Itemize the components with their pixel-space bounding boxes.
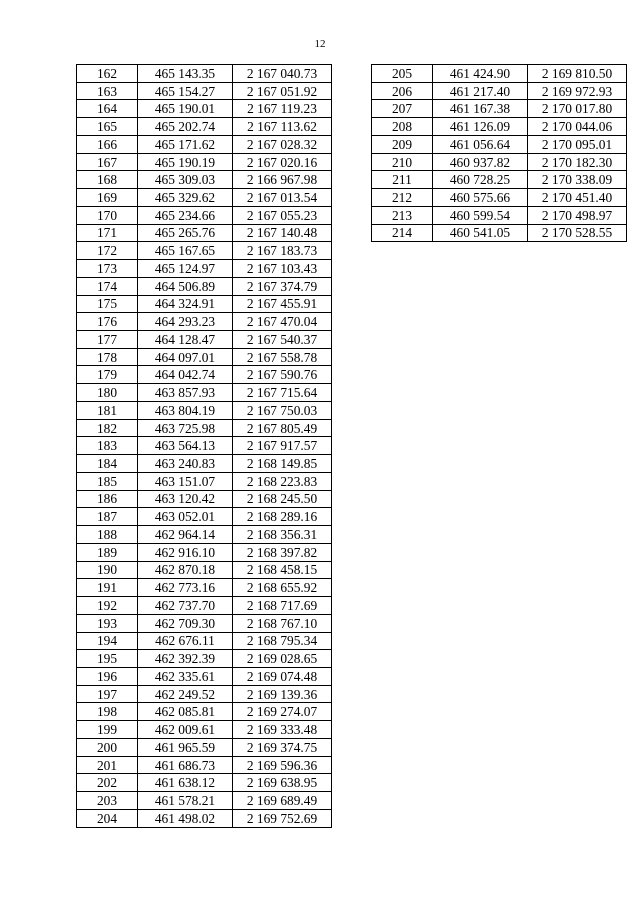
y-coordinate-cell: 2 170 528.55	[528, 224, 627, 242]
point-number-cell: 214	[372, 224, 433, 242]
point-number-cell: 187	[77, 508, 138, 526]
point-number-cell: 188	[77, 526, 138, 544]
y-coordinate-cell: 2 168 458.15	[233, 561, 332, 579]
point-number-cell: 171	[77, 224, 138, 242]
y-coordinate-cell: 2 169 074.48	[233, 667, 332, 685]
point-number-cell: 192	[77, 597, 138, 615]
table-row	[77, 100, 332, 118]
x-coordinate-cell: 463 725.98	[138, 419, 233, 437]
y-coordinate-cell: 2 168 655.92	[233, 579, 332, 597]
x-coordinate-cell: 465 190.19	[138, 153, 233, 171]
y-coordinate-cell: 2 168 223.83	[233, 472, 332, 490]
x-coordinate-cell: 462 676.11	[138, 632, 233, 650]
y-coordinate-cell: 2 167 103.43	[233, 260, 332, 278]
y-coordinate-cell: 2 168 356.31	[233, 526, 332, 544]
table-row	[77, 384, 332, 402]
point-number-cell: 183	[77, 437, 138, 455]
x-coordinate-cell: 463 857.93	[138, 384, 233, 402]
x-coordinate-cell: 461 217.40	[433, 82, 528, 100]
table-row	[77, 597, 332, 615]
point-number-cell: 170	[77, 206, 138, 224]
point-number-cell: 186	[77, 490, 138, 508]
y-coordinate-cell: 2 170 017.80	[528, 100, 627, 118]
table-row	[77, 135, 332, 153]
y-coordinate-cell: 2 167 374.79	[233, 277, 332, 295]
table-row	[77, 171, 332, 189]
table-row	[77, 579, 332, 597]
y-coordinate-cell: 2 168 795.34	[233, 632, 332, 650]
x-coordinate-cell: 461 424.90	[433, 65, 528, 83]
table-row	[77, 526, 332, 544]
y-coordinate-cell: 2 169 139.36	[233, 685, 332, 703]
table-row	[77, 774, 332, 792]
point-number-cell: 180	[77, 384, 138, 402]
table-row	[372, 65, 627, 83]
point-number-cell: 167	[77, 153, 138, 171]
point-number-cell: 202	[77, 774, 138, 792]
y-coordinate-cell: 2 168 717.69	[233, 597, 332, 615]
y-coordinate-cell: 2 167 917.57	[233, 437, 332, 455]
point-number-cell: 173	[77, 260, 138, 278]
x-coordinate-cell: 462 773.16	[138, 579, 233, 597]
point-number-cell: 169	[77, 189, 138, 207]
table-row	[77, 650, 332, 668]
point-number-cell: 205	[372, 65, 433, 83]
x-coordinate-cell: 465 329.62	[138, 189, 233, 207]
y-coordinate-cell: 2 167 540.37	[233, 331, 332, 349]
x-coordinate-cell: 465 190.01	[138, 100, 233, 118]
table-row	[77, 331, 332, 349]
y-coordinate-cell: 2 170 338.09	[528, 171, 627, 189]
x-coordinate-cell: 460 575.66	[433, 189, 528, 207]
x-coordinate-cell: 461 498.02	[138, 809, 233, 827]
x-coordinate-cell: 462 870.18	[138, 561, 233, 579]
y-coordinate-cell: 2 169 752.69	[233, 809, 332, 827]
table-row	[77, 206, 332, 224]
table-row	[77, 455, 332, 473]
point-number-cell: 208	[372, 118, 433, 136]
point-number-cell: 209	[372, 135, 433, 153]
point-number-cell: 163	[77, 82, 138, 100]
point-number-cell: 190	[77, 561, 138, 579]
x-coordinate-cell: 465 154.27	[138, 82, 233, 100]
point-number-cell: 207	[372, 100, 433, 118]
point-number-cell: 204	[77, 809, 138, 827]
x-coordinate-cell: 463 804.19	[138, 401, 233, 419]
x-coordinate-cell: 462 009.61	[138, 721, 233, 739]
x-coordinate-cell: 464 506.89	[138, 277, 233, 295]
table-row	[77, 224, 332, 242]
x-coordinate-cell: 461 965.59	[138, 738, 233, 756]
table-row	[77, 366, 332, 384]
table-row	[372, 82, 627, 100]
y-coordinate-cell: 2 167 590.76	[233, 366, 332, 384]
table-row	[372, 171, 627, 189]
y-coordinate-cell: 2 170 095.01	[528, 135, 627, 153]
y-coordinate-cell: 2 167 020.16	[233, 153, 332, 171]
x-coordinate-cell: 460 937.82	[433, 153, 528, 171]
x-coordinate-cell: 462 392.39	[138, 650, 233, 668]
point-number-cell: 168	[77, 171, 138, 189]
y-coordinate-cell: 2 169 972.93	[528, 82, 627, 100]
table-row	[372, 153, 627, 171]
y-coordinate-cell: 2 170 498.97	[528, 206, 627, 224]
table-row	[77, 632, 332, 650]
y-coordinate-cell: 2 169 638.95	[233, 774, 332, 792]
point-number-cell: 195	[77, 650, 138, 668]
point-number-cell: 178	[77, 348, 138, 366]
table-row	[77, 792, 332, 810]
x-coordinate-cell: 461 578.21	[138, 792, 233, 810]
point-number-cell: 210	[372, 153, 433, 171]
point-number-cell: 189	[77, 543, 138, 561]
table-row	[77, 313, 332, 331]
y-coordinate-cell: 2 167 119.23	[233, 100, 332, 118]
x-coordinate-cell: 463 120.42	[138, 490, 233, 508]
x-coordinate-cell: 465 234.66	[138, 206, 233, 224]
point-number-cell: 198	[77, 703, 138, 721]
y-coordinate-cell: 2 169 374.75	[233, 738, 332, 756]
table-row	[77, 721, 332, 739]
y-coordinate-cell: 2 167 113.62	[233, 118, 332, 136]
x-coordinate-cell: 460 599.54	[433, 206, 528, 224]
x-coordinate-cell: 460 728.25	[433, 171, 528, 189]
point-number-cell: 199	[77, 721, 138, 739]
point-number-cell: 203	[77, 792, 138, 810]
y-coordinate-cell: 2 168 767.10	[233, 614, 332, 632]
x-coordinate-cell: 464 042.74	[138, 366, 233, 384]
point-number-cell: 177	[77, 331, 138, 349]
y-coordinate-cell: 2 169 333.48	[233, 721, 332, 739]
table-row	[372, 118, 627, 136]
x-coordinate-cell: 465 171.62	[138, 135, 233, 153]
y-coordinate-cell: 2 169 274.07	[233, 703, 332, 721]
table-row	[372, 100, 627, 118]
y-coordinate-cell: 2 169 810.50	[528, 65, 627, 83]
point-number-cell: 194	[77, 632, 138, 650]
x-coordinate-cell: 461 686.73	[138, 756, 233, 774]
point-number-cell: 212	[372, 189, 433, 207]
y-coordinate-cell: 2 168 245.50	[233, 490, 332, 508]
table-row	[77, 490, 332, 508]
table-row	[77, 295, 332, 313]
x-coordinate-cell: 465 309.03	[138, 171, 233, 189]
table-row	[372, 206, 627, 224]
table-row	[77, 472, 332, 490]
x-coordinate-cell: 463 151.07	[138, 472, 233, 490]
y-coordinate-cell: 2 167 183.73	[233, 242, 332, 260]
point-number-cell: 193	[77, 614, 138, 632]
x-coordinate-cell: 462 737.70	[138, 597, 233, 615]
y-coordinate-cell: 2 170 182.30	[528, 153, 627, 171]
y-coordinate-cell: 2 167 013.54	[233, 189, 332, 207]
table-row	[77, 65, 332, 83]
coordinates-table-left	[76, 64, 332, 828]
table-row	[77, 348, 332, 366]
table-row	[77, 703, 332, 721]
point-number-cell: 179	[77, 366, 138, 384]
x-coordinate-cell: 463 052.01	[138, 508, 233, 526]
x-coordinate-cell: 465 124.97	[138, 260, 233, 278]
point-number-cell: 196	[77, 667, 138, 685]
point-number-cell: 197	[77, 685, 138, 703]
table-row	[77, 543, 332, 561]
table-row	[77, 242, 332, 260]
x-coordinate-cell: 464 097.01	[138, 348, 233, 366]
point-number-cell: 165	[77, 118, 138, 136]
point-number-cell: 164	[77, 100, 138, 118]
y-coordinate-cell: 2 167 055.23	[233, 206, 332, 224]
x-coordinate-cell: 461 056.64	[433, 135, 528, 153]
point-number-cell: 166	[77, 135, 138, 153]
x-coordinate-cell: 462 085.81	[138, 703, 233, 721]
table-row	[77, 118, 332, 136]
table-row	[77, 756, 332, 774]
point-number-cell: 176	[77, 313, 138, 331]
y-coordinate-cell: 2 170 451.40	[528, 189, 627, 207]
y-coordinate-cell: 2 169 689.49	[233, 792, 332, 810]
y-coordinate-cell: 2 168 289.16	[233, 508, 332, 526]
table-row	[77, 614, 332, 632]
point-number-cell: 184	[77, 455, 138, 473]
x-coordinate-cell: 461 126.09	[433, 118, 528, 136]
y-coordinate-cell: 2 167 028.32	[233, 135, 332, 153]
y-coordinate-cell: 2 169 028.65	[233, 650, 332, 668]
x-coordinate-cell: 463 240.83	[138, 455, 233, 473]
point-number-cell: 172	[77, 242, 138, 260]
table-row	[77, 437, 332, 455]
table-row	[372, 189, 627, 207]
x-coordinate-cell: 462 335.61	[138, 667, 233, 685]
table-row	[77, 685, 332, 703]
table-row	[77, 401, 332, 419]
y-coordinate-cell: 2 167 470.04	[233, 313, 332, 331]
y-coordinate-cell: 2 166 967.98	[233, 171, 332, 189]
table-row	[77, 809, 332, 827]
x-coordinate-cell: 465 202.74	[138, 118, 233, 136]
y-coordinate-cell: 2 167 051.92	[233, 82, 332, 100]
x-coordinate-cell: 462 709.30	[138, 614, 233, 632]
x-coordinate-cell: 462 916.10	[138, 543, 233, 561]
y-coordinate-cell: 2 168 397.82	[233, 543, 332, 561]
table-row	[77, 738, 332, 756]
x-coordinate-cell: 465 265.76	[138, 224, 233, 242]
y-coordinate-cell: 2 167 140.48	[233, 224, 332, 242]
point-number-cell: 191	[77, 579, 138, 597]
y-coordinate-cell: 2 167 715.64	[233, 384, 332, 402]
point-number-cell: 206	[372, 82, 433, 100]
y-coordinate-cell: 2 167 040.73	[233, 65, 332, 83]
y-coordinate-cell: 2 169 596.36	[233, 756, 332, 774]
point-number-cell: 182	[77, 419, 138, 437]
y-coordinate-cell: 2 167 805.49	[233, 419, 332, 437]
table-row	[77, 508, 332, 526]
table-row	[77, 419, 332, 437]
x-coordinate-cell: 462 249.52	[138, 685, 233, 703]
point-number-cell: 185	[77, 472, 138, 490]
point-number-cell: 175	[77, 295, 138, 313]
y-coordinate-cell: 2 170 044.06	[528, 118, 627, 136]
table-row	[372, 224, 627, 242]
y-coordinate-cell: 2 167 750.03	[233, 401, 332, 419]
x-coordinate-cell: 465 143.35	[138, 65, 233, 83]
x-coordinate-cell: 464 324.91	[138, 295, 233, 313]
coordinates-table-right	[371, 64, 627, 242]
x-coordinate-cell: 461 167.38	[433, 100, 528, 118]
table-row	[77, 82, 332, 100]
table-row	[77, 260, 332, 278]
x-coordinate-cell: 464 293.23	[138, 313, 233, 331]
y-coordinate-cell: 2 168 149.85	[233, 455, 332, 473]
table-row	[77, 153, 332, 171]
table-row	[77, 667, 332, 685]
x-coordinate-cell: 463 564.13	[138, 437, 233, 455]
y-coordinate-cell: 2 167 455.91	[233, 295, 332, 313]
point-number-cell: 162	[77, 65, 138, 83]
point-number-cell: 181	[77, 401, 138, 419]
x-coordinate-cell: 460 541.05	[433, 224, 528, 242]
x-coordinate-cell: 462 964.14	[138, 526, 233, 544]
x-coordinate-cell: 465 167.65	[138, 242, 233, 260]
point-number-cell: 200	[77, 738, 138, 756]
y-coordinate-cell: 2 167 558.78	[233, 348, 332, 366]
x-coordinate-cell: 461 638.12	[138, 774, 233, 792]
point-number-cell: 174	[77, 277, 138, 295]
point-number-cell: 213	[372, 206, 433, 224]
page-number: 12	[314, 38, 326, 50]
point-number-cell: 211	[372, 171, 433, 189]
table-row	[77, 277, 332, 295]
x-coordinate-cell: 464 128.47	[138, 331, 233, 349]
table-row	[77, 189, 332, 207]
point-number-cell: 201	[77, 756, 138, 774]
table-row	[77, 561, 332, 579]
table-row	[372, 135, 627, 153]
